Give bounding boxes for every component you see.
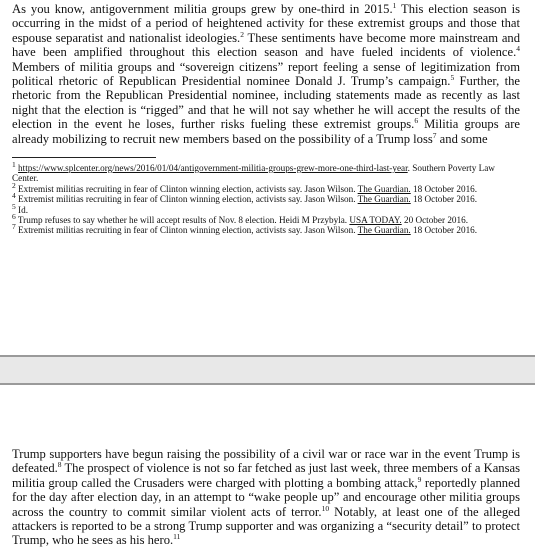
footnote-text: Extremist militias recruiting in fear of Clinton winning election, activists say. Jason Wilson. — [15, 183, 358, 194]
paragraph-text: This election season is occurring in the midst of a period of heightened activity for these extremist groups and those that espouse separatist and nationalist ideologies. — [12, 2, 521, 45]
paragraph-text: Militia groups are already mobilizing to recruit new members based on the possibility of a Trump loss — [12, 117, 520, 146]
paragraph-text: reportedly planned for the day after election day, in an attempt to “wake people up” and encourage other militia groups across the country to commit similar violent acts of terror. — [12, 475, 520, 519]
footnote-item — [12, 180, 520, 194]
footnote-item — [12, 191, 520, 205]
footnote-text: 18 October 2016. — [410, 183, 478, 194]
footnote-link[interactable]: The Guardian. — [357, 183, 411, 194]
footnotes-block — [12, 159, 520, 236]
footnote-number: 5 — [12, 201, 16, 211]
footnote-text: 20 October 2016. — [401, 215, 469, 226]
footnote-separator — [12, 157, 156, 158]
body-paragraph-1 — [12, 2, 520, 146]
footnote-text: 18 October 2016. — [410, 194, 478, 205]
footnote-number: 4 — [12, 191, 16, 201]
footnote-ref[interactable]: 4 — [516, 44, 520, 54]
paragraph-text: Further, the rhetoric from the Republican Presidential nominee, including statements made as recently as last night that the election is “rigged” and that he will not say whether he will accept the results of the election in the event he loses, further risks fueling these extremist groups. — [12, 74, 520, 132]
footnote-ref[interactable]: 9 — [417, 474, 422, 484]
footnote-link[interactable]: The Guardian. — [357, 194, 411, 205]
footnote-number: 2 — [12, 180, 16, 190]
footnote-text: 18 October 2016. — [410, 225, 478, 236]
footnote-text: Extremist militias recruiting in fear of Clinton winning election, activists say. Jason Wilson. — [15, 225, 358, 236]
page-break — [0, 355, 535, 385]
footnote-ref[interactable]: 6 — [414, 116, 419, 126]
paragraph-text: Members of militia groups and “sovereign citizens” report feeling a sense of legitimization from political rhetoric of Republican Presidential nominee Donald J. Trump’s campaign. — [12, 59, 520, 89]
footnote-text: Trump refuses to say whether he will accept results of Nov. 8 election. Heidi M Przybyla. — [15, 215, 350, 226]
paragraph-text: As you know, antigovernment militia groups grew by one-third in 2015. — [12, 2, 393, 16]
footnote-text: . Southern Poverty Law Center. — [12, 163, 495, 184]
footnote-number: 7 — [12, 222, 16, 232]
footnote-ref[interactable]: 7 — [432, 130, 437, 140]
footnote-item — [12, 211, 520, 226]
footnote-ref[interactable]: 2 — [240, 29, 244, 39]
footnote-number: 6 — [12, 211, 16, 221]
footnote-ref[interactable]: 11 — [173, 532, 181, 542]
paragraph-text: These sentiments have become more mainstream and have been amplified throughout this election season and have fueled incidents of violence. — [12, 30, 520, 60]
footnote-text: Extremist militias recruiting in fear of Clinton winning election, activists say. Jason Wilson. — [15, 194, 358, 205]
footnote-text: Id. — [15, 204, 28, 215]
footnote-item — [12, 201, 520, 215]
footnote-item — [12, 222, 520, 236]
paragraph-text: Trump supporters have begun raising the possibility of a civil war or race war in the event Trump is defeated. — [12, 447, 520, 476]
footnote-number: 1 — [12, 159, 16, 169]
footnote-ref[interactable]: 5 — [450, 72, 455, 82]
footnote-item — [12, 159, 520, 184]
footnote-ref[interactable]: 8 — [57, 460, 62, 470]
footnote-link[interactable]: The Guardian. — [357, 225, 411, 236]
paragraph-text: and some — [436, 131, 488, 146]
footnote-ref[interactable]: 1 — [392, 0, 397, 10]
paragraph-text: Notably, at least one of the alleged attackers is reported to be a strong Trump supporter and was organizing a “security detail” to protect Trump, who he sees as his hero. — [12, 504, 521, 548]
footnote-ref[interactable]: 10 — [321, 503, 330, 513]
body-paragraph-2 — [12, 447, 520, 548]
footnote-link[interactable]: https://www.splcenter.org/news/2016/01/04/antigovernment-militia-groups-grew-more-one-third-last-year — [18, 163, 408, 173]
footnote-link[interactable]: USA TODAY. — [349, 215, 402, 226]
paragraph-text: The prospect of violence is not so far fetched as just last week, three members of a Kansas militia group called the Crusaders were charged with plotting a bombing attack, — [12, 461, 520, 490]
